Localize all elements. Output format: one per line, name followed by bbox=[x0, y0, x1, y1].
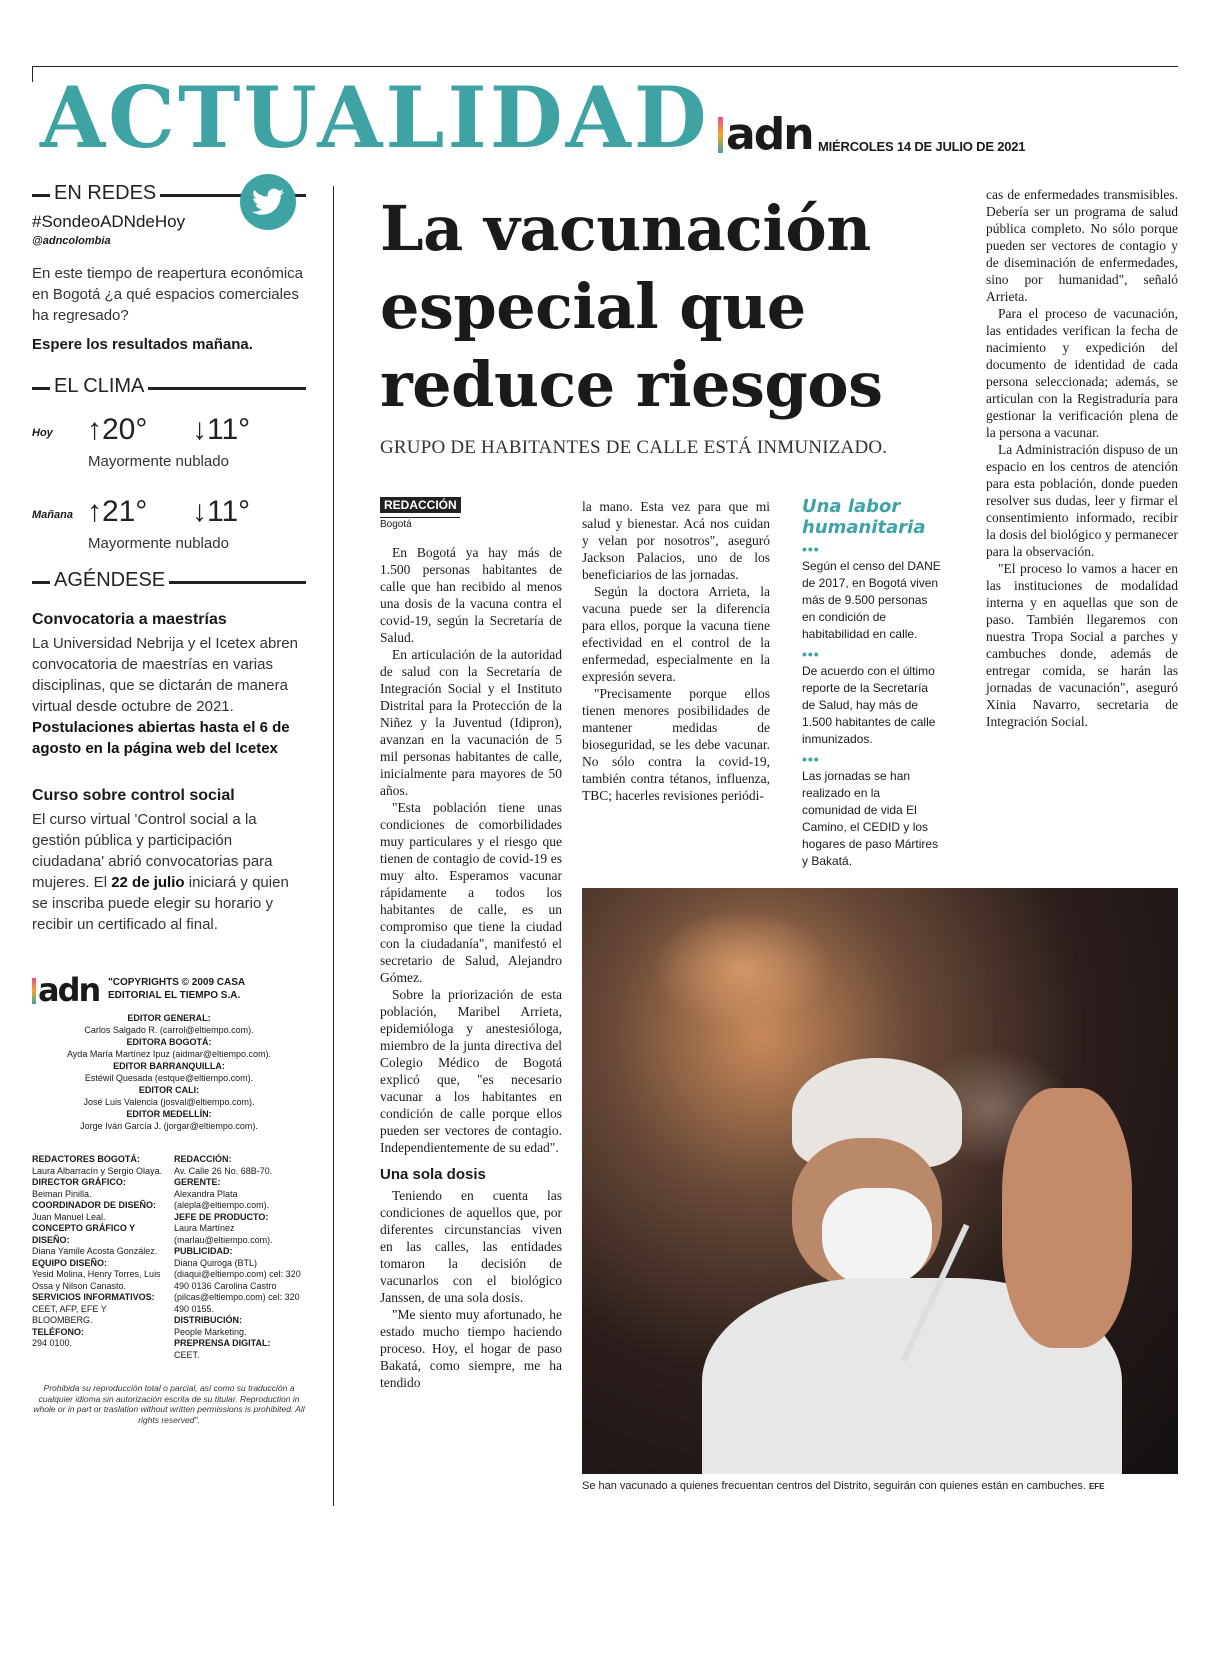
dots-icon: ••• bbox=[802, 646, 820, 662]
agenda-heading: AGÉNDESE bbox=[32, 569, 306, 593]
temp-high: ↑21° bbox=[87, 495, 148, 528]
staff-role: REDACCIÓN: bbox=[174, 1154, 232, 1164]
staff-role: DIRECTOR GRÁFICO: bbox=[32, 1177, 126, 1187]
paragraph: cas de enfermedades transmisibles. Debería ser un programa de salud pública completo. No sólo porque pueden ser vectores de contagio y de diseminación de enfermedades, sino por humanidad", señaló Arrieta. bbox=[986, 187, 1178, 304]
staff-role: PUBLICIDAD: bbox=[174, 1246, 233, 1256]
staff-role: EQUIPO DISEÑO: bbox=[32, 1257, 108, 1268]
staff-name: Ayda María Martínez Ipuz (aidmar@eltiempo.com). bbox=[66, 1049, 272, 1059]
poll-question: En este tiempo de reapertura económica en Bogotá ¿a qué espacios comerciales ha regresado? bbox=[32, 265, 303, 324]
copyright: "COPYRIGHTS © 2009 CASA EDITORIAL EL TIEMPO S.A. bbox=[108, 977, 245, 1001]
staff-name: Laura Martínez (marlau@eltiempo.com). bbox=[174, 1223, 273, 1245]
agenda-item-body: La Universidad Nebrija y el Icetex abren convocatoria de maestrías en varias disciplinas, que se dictarán de manera virtual desde octubre de 2021. Postulaciones abiertas hasta el 6 de agosto en la página web del Icetex bbox=[32, 635, 298, 757]
edition-date: MIÉRCOLES 14 DE JULIO DE 2021 bbox=[818, 139, 1026, 154]
staff-name: People Marketing. bbox=[174, 1326, 247, 1337]
staff-role: TELÉFONO: bbox=[32, 1326, 84, 1337]
paragraph: La Administración dispuso de un espacio en los centros de atención para esta población, donde pueden resolver sus dudas, leer y firmar el consentimiento informado, recibir la dosis del biológico y permanecer para la observación. bbox=[986, 442, 1178, 559]
redes-heading: EN REDES bbox=[32, 182, 306, 206]
paragraph: "Precisamente porque ellos tienen menores posibilidades de mantener medidas de bioseguridad, se les debe vacunar. No sólo contra la covid-19, también contra tétanos, influenza, TBC; hacerles revisiones periódi- bbox=[582, 686, 770, 803]
top-rule bbox=[32, 66, 1178, 67]
staff-role: COORDINADOR DE DISEÑO: bbox=[32, 1200, 157, 1210]
editors-list bbox=[32, 1012, 306, 1132]
staff-name: Alexandra Plata (alepla@eltiempo.com). bbox=[174, 1188, 270, 1210]
staff-name: Estéwil Quesada (estque@eltiempo.com). bbox=[84, 1073, 254, 1083]
staff-name: Laura Albarracín y Sergio Olaya. bbox=[32, 1165, 163, 1176]
staff-role: GERENTE: bbox=[174, 1177, 221, 1187]
temp-high: ↑20° bbox=[87, 413, 148, 446]
byline bbox=[380, 496, 461, 530]
staff-name: 294 0100. bbox=[32, 1338, 73, 1348]
staff-left bbox=[32, 1154, 164, 1361]
staff-role: REDACTORES BOGOTÁ: bbox=[32, 1154, 140, 1164]
staff-name: Diana Yamile Acosta González. bbox=[32, 1246, 158, 1256]
article-column-2 bbox=[582, 498, 770, 804]
dots-icon: ••• bbox=[802, 751, 820, 767]
staff-name: Jorge Iván García J. (jorgar@eltiempo.com). bbox=[80, 1121, 258, 1131]
sidebox-item: De acuerdo con el último reporte de la Secretaría de Salud, hay más de 1.500 habitantes de calle inmunizados. bbox=[802, 664, 936, 746]
section-title: ACTUALIDAD bbox=[40, 68, 710, 167]
staff-name: Yesid Molina, Henry Torres, Luis Ossa y Nilson Canasto. bbox=[32, 1269, 161, 1291]
article-photo bbox=[582, 888, 1178, 1474]
paragraph: "Esta población tiene unas condiciones de comorbilidades muy particulares y el riesgo que tienen de contagio de covid-19 es muy alto. Esperamos vacunar rápidamente a todos los habitantes de calle, es un compromiso que tiene la ciudad con la ciudadanía", manifestó el secretario de Salud, Alejandro Gómez. bbox=[380, 800, 562, 985]
temp-low: ↓11° bbox=[192, 495, 251, 528]
staff-role: EDITOR BARRANQUILLA: bbox=[113, 1061, 225, 1071]
column-divider bbox=[333, 186, 334, 1506]
article-column-1 bbox=[380, 544, 562, 1391]
legal-notice: Prohibida su reproducción total o parcial, así como su traducción a cualquier idioma sin autorización escrita de su titular. Reproduction in whole or in part or traslation without written permissions is prohibited. All rights reserved". bbox=[33, 1383, 305, 1425]
article-deck: GRUPO DE HABITANTES DE CALLE ESTÁ INMUNIZADO. bbox=[380, 437, 888, 458]
weather-today: Hoy ↑20° ↓11° Mayormente nublado bbox=[32, 413, 251, 470]
article-headline: La vacunación especial que reduce riesgos bbox=[380, 192, 883, 421]
byline-tag: REDACCIÓN bbox=[380, 497, 461, 513]
staff-name: Beiman Pinilla. bbox=[32, 1188, 92, 1199]
sidebox-title: Una labor humanitaria bbox=[802, 496, 926, 538]
weather-desc: Mayormente nublado bbox=[88, 535, 229, 552]
staff-role: DISTRIBUCIÓN: bbox=[174, 1315, 242, 1325]
staff-role: EDITOR MEDELLÍN: bbox=[126, 1109, 212, 1119]
photo-caption: Se han vacunado a quienes frecuentan centros del Distrito, seguirán con quienes están en cambuches. EFE bbox=[582, 1480, 1105, 1492]
weather-desc: Mayormente nublado bbox=[88, 453, 229, 470]
paragraph: la mano. Esta vez para que mi salud y bienestar. Acá nos cuidan y velan por nosotros", aseguró Jackson Palacios, uno de los beneficiarios de las jornadas. bbox=[582, 499, 770, 582]
paragraph: En articulación de la autoridad de salud con la Secretaría de Integración Social y el Instituto Distrital para la Protección de la Niñez y la Juventud (Idipron), avanzan en la vacunación de 5 mil personas habitantes de calle, inicialmente para mayores de 50 años. bbox=[380, 647, 562, 798]
paragraph: Teniendo en cuenta las condiciones de aquellos que, por diferentes circunstancias viven en las calles, las entidades tomaron la decisión de vacunarlos con el biológico Janssen, de una sola dosis. bbox=[380, 1188, 562, 1305]
twitter-icon bbox=[240, 174, 296, 230]
staff-name: CEET. bbox=[174, 1349, 200, 1360]
staff-role: EDITOR GENERAL: bbox=[127, 1013, 211, 1023]
paragraph: En Bogotá ya hay más de 1.500 personas habitantes de calle que han recibido al menos una dosis de la vacuna contra el covid-19, según la Secretaría de Salud. bbox=[380, 545, 562, 645]
sidebar bbox=[32, 182, 306, 935]
paragraph: Según la doctora Arrieta, la vacuna puede ser la diferencia para ellos, porque la vacuna tiene efectividad en el control de la enfermedad, especialmente en la expresión severa. bbox=[582, 584, 770, 684]
staff-role: PREPRENSA DIGITAL: bbox=[174, 1338, 271, 1348]
sidebox bbox=[802, 496, 942, 870]
weather-tomorrow: Mañana ↑21° ↓11° Mayormente nublado bbox=[32, 495, 251, 552]
staff-name: José Luis Valencia (josval@eltiempo.com). bbox=[83, 1097, 255, 1107]
photo-credit: EFE bbox=[1088, 1482, 1105, 1491]
twitter-handle[interactable]: @adncolombia bbox=[32, 235, 111, 247]
staff-name: Av. Calle 26 No. 68B-70. bbox=[174, 1165, 273, 1176]
staff-name: CEET, AFP, EFE Y BLOOMBERG. bbox=[32, 1303, 107, 1325]
staff-name: Carlos Salgado R. (carrol@eltiempo.com). bbox=[84, 1025, 254, 1035]
agenda-item-body: El curso virtual 'Control social a la gestión pública y participación ciudadana' abrió convocatorias para mujeres. El 22 de julio iniciará y quien se inscriba puede elegir su horario y recibir un certificado al final. bbox=[32, 811, 289, 933]
staff-role: EDITOR CALI: bbox=[138, 1085, 200, 1095]
sidebox-item: Las jornadas se han realizado en la comunidad de vida El Camino, el CEDID y los hogares de paso Mártires y Bakatá. bbox=[802, 769, 939, 868]
article-column-4 bbox=[986, 186, 1178, 730]
paragraph: Para el proceso de vacunación, las entidades verifican la fecha de nacimiento y expedición del documento de identidad de cada persona seleccionada; además, se articulan con la Registraduría para gestionar la verificación plena de la persona a vacunar. bbox=[986, 306, 1178, 440]
staff-name: Juan Manuel Leal. bbox=[32, 1211, 106, 1222]
staff-role: CONCEPTO GRÁFICO Y DISEÑO: bbox=[32, 1223, 136, 1245]
staff-role: JEFE DE PRODUCTO: bbox=[174, 1211, 269, 1222]
article-subhead: Una sola dosis bbox=[380, 1166, 486, 1183]
sidebox-item: Según el censo del DANE de 2017, en Bogotá viven más de 9.500 personas en condición de habitabilidad en calle. bbox=[802, 559, 941, 641]
clima-heading: EL CLIMA bbox=[32, 375, 306, 399]
brand-logo: adn bbox=[718, 113, 813, 157]
agenda-item-title: Convocatoria a maestrías bbox=[32, 611, 227, 628]
agenda-section bbox=[32, 569, 306, 935]
poll-results-note: Espere los resultados mañana. bbox=[32, 336, 253, 353]
staff-role: SERVICIOS INFORMATIVOS: bbox=[32, 1292, 155, 1302]
hashtag[interactable]: #SondeoADNdeHoy bbox=[32, 212, 186, 231]
temp-low: ↓11° bbox=[192, 413, 251, 446]
top-rule-tick bbox=[32, 66, 33, 82]
paragraph: "Me siento muy afortunado, he estado mucho tiempo haciendo proceso. Hoy, el hogar de paso Bakatá, como siempre, me ha tendido bbox=[380, 1307, 562, 1390]
staff-columns bbox=[32, 1154, 306, 1361]
paragraph: Sobre la priorización de esta población, Maribel Arrieta, epidemióloga y anestesióloga, miembro de la junta directiva del Colegio Médico de Bogotá explicó que, "es necesario vacunar a los habitantes en condición de calle porque ellos pueden ser vectores de contagio. Independientemente de su edad". bbox=[380, 987, 562, 1155]
dots-icon: ••• bbox=[802, 541, 820, 557]
staff-right bbox=[174, 1154, 306, 1361]
clima-section bbox=[32, 375, 306, 569]
imprint bbox=[32, 971, 306, 1425]
imprint-logo: adn bbox=[32, 974, 99, 1006]
staff-name: Diana Quiroga (BTL) (diaqui@eltiempo.com) cel: 320 490 0136 Carolina Castro (pilcas@eltiempo.com) cel: 320 490 0155. bbox=[174, 1257, 301, 1314]
staff-role: EDITORA BOGOTÁ: bbox=[126, 1037, 212, 1047]
redes-section bbox=[32, 182, 306, 353]
paragraph: "El proceso lo vamos a hacer en las instituciones de modalidad interna y en aquellas que son de paso. También llegaremos con nuestra Tropa Social a parches y cambuches donde, además de entregar comida, se harán las jornadas de vacunación", aseguró Xinia Navarro, secretaria de Integración Social. bbox=[986, 561, 1178, 729]
agenda-item-title: Curso sobre control social bbox=[32, 787, 235, 804]
byline-city: Bogotá bbox=[380, 517, 460, 530]
